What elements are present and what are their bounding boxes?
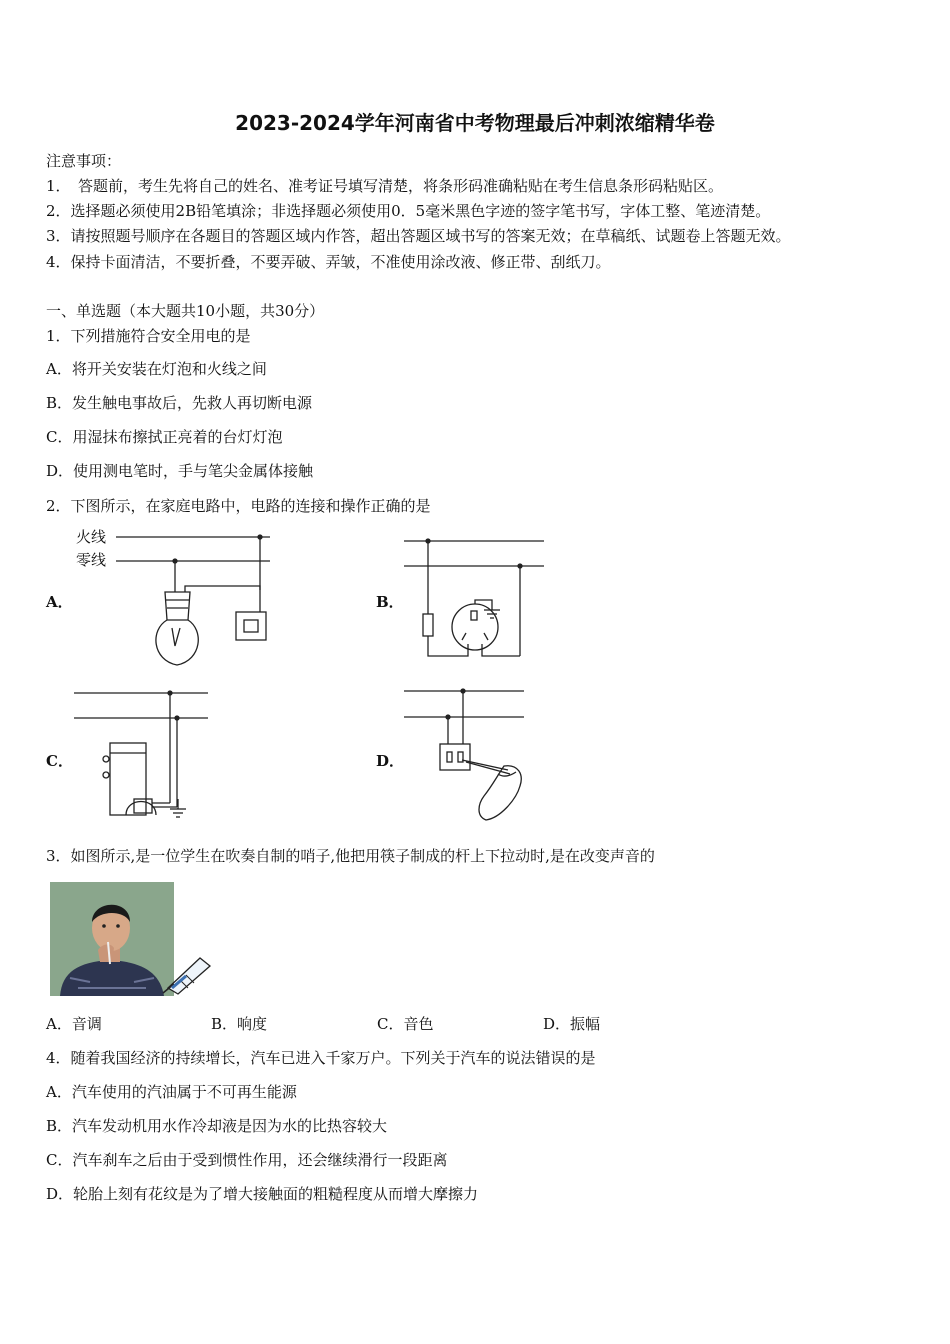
section-heading: 一、单选题（本大题共10小题，共30分） xyxy=(46,302,325,320)
q2-option-d-label: D． xyxy=(376,752,405,770)
neutral-wire-label: 零线 xyxy=(76,551,107,569)
live-wire-label: 火线 xyxy=(76,528,107,546)
student-photo xyxy=(50,882,174,996)
figure-d-test-pen-socket xyxy=(400,682,530,822)
notice-item-1: 1． 答题前，考生先将自己的姓名、准考证号填写清楚，将条形码准确粘贴在考生信息条形码粘贴区。 xyxy=(46,177,724,195)
q1-option-c: C．用湿抹布擦拭正亮着的台灯灯泡 xyxy=(46,428,283,446)
notice-item-2: 2．选择题必须使用2B铅笔填涂；非选择题必须使用0．5毫米黑色字迹的签字笔书写，字体工整、笔迹清楚。 xyxy=(46,202,771,220)
q2-option-c-label: C． xyxy=(46,752,73,770)
q4-option-b: B．汽车发动机用水作冷却液是因为水的比热容较大 xyxy=(46,1117,388,1135)
figure-a-lamp-circuit xyxy=(110,528,280,673)
q4-stem: 4．随着我国经济的持续增长，汽车已进入千家万户。下列关于汽车的说法错误的是 xyxy=(46,1049,596,1067)
q1-option-d: D．使用测电笔时，手与笔尖金属体接触 xyxy=(46,462,314,480)
q3-option-a: A．音调 xyxy=(46,1015,102,1033)
q1-stem: 1．下列措施符合安全用电的是 xyxy=(46,327,251,345)
notice-item-3: 3．请按照题号顺序在各题目的答题区域内作答，超出答题区域书写的答案无效；在草稿纸、试题卷上答题无效。 xyxy=(46,227,791,245)
q4-option-c: C．汽车刹车之后由于受到惯性作用，还会继续滑行一段距离 xyxy=(46,1151,448,1169)
figure-c-fridge-circuit xyxy=(70,685,215,820)
q3-option-d: D．振幅 xyxy=(543,1015,601,1033)
whistle-icon xyxy=(160,950,215,995)
page-title: 2023-2024学年河南省中考物理最后冲刺浓缩精华卷 xyxy=(235,111,715,135)
q2-option-a-label: A． xyxy=(46,593,73,611)
q3-stem: 3．如图所示,是一位学生在吹奏自制的哨子,他把用筷子制成的杆上下拉动时,是在改变声音的 xyxy=(46,847,655,865)
q4-option-d: D．轮胎上刻有花纹是为了增大接触面的粗糙程度从而增大摩擦力 xyxy=(46,1185,479,1203)
figure-b-socket-circuit xyxy=(400,530,550,665)
q3-option-b: B．响度 xyxy=(211,1015,268,1033)
q1-option-b: B．发生触电事故后，先救人再切断电源 xyxy=(46,394,313,412)
q4-option-a: A．汽车使用的汽油属于不可再生能源 xyxy=(46,1083,297,1101)
notice-heading: 注意事项： xyxy=(46,152,122,170)
q3-option-c: C．音色 xyxy=(377,1015,434,1033)
notice-item-4: 4．保持卡面清洁，不要折叠，不要弄破、弄皱，不准使用涂改液、修正带、刮纸刀。 xyxy=(46,253,611,271)
q2-option-b-label: B． xyxy=(376,593,404,611)
q1-option-a: A．将开关安装在灯泡和火线之间 xyxy=(46,360,267,378)
q2-stem: 2．下图所示，在家庭电路中，电路的连接和操作正确的是 xyxy=(46,497,431,515)
